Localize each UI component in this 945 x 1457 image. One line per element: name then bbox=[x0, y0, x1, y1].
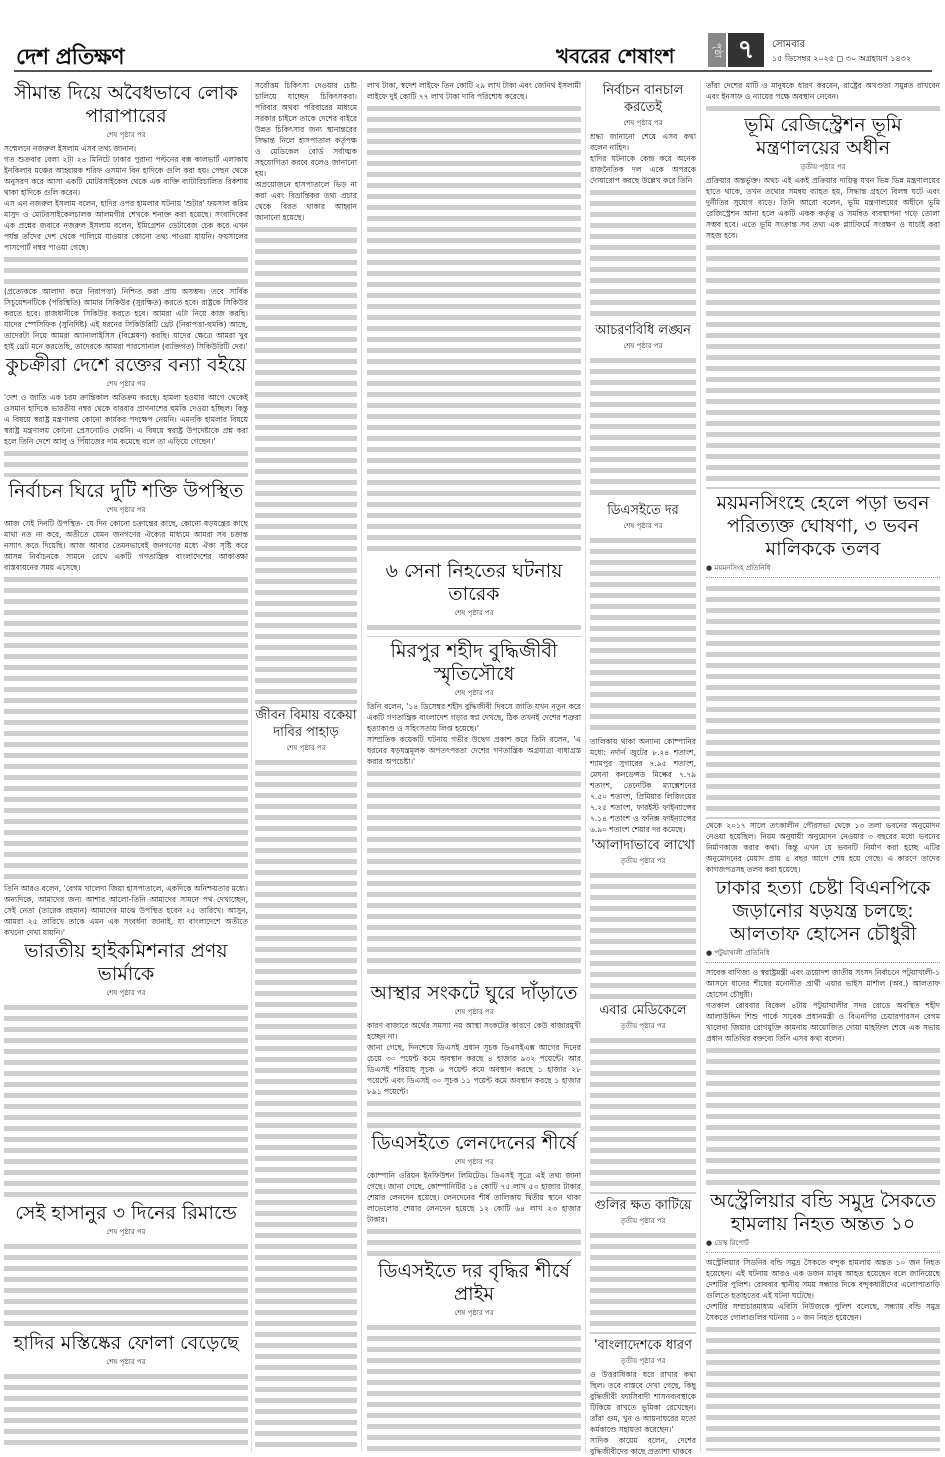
article-body-text bbox=[4, 1371, 248, 1451]
article-body-text bbox=[367, 103, 581, 557]
article-byline: শেষ পৃষ্ঠার পর bbox=[106, 131, 146, 139]
article-byline: শেষ পৃষ্ঠার পর bbox=[286, 744, 326, 752]
news-article[interactable] bbox=[367, 638, 581, 980]
newspaper-logo[interactable]: দেশ প্রতিক্ষণ bbox=[16, 45, 125, 70]
news-article[interactable] bbox=[590, 1195, 696, 1335]
article-headline: আস্থার সংকটে ঘুরে দাঁড়াতে bbox=[370, 982, 578, 1004]
news-article[interactable] bbox=[590, 80, 696, 320]
article-paragraph: থেকে ২০১৭ সালে তৎকালীন পৌরসভা থেকে ১৩ তলা ভবনের অনুমোদন নেওয়া হয়েছিল। নিয়ম অনুযায়ী অনুমোদন নেওয়ার ৩ বছরের মধ্যে ভবনের নির্মাণকাজ করার কথা। কিন্তু এখন যে ভবনটি নির্মাণ করা হচ্ছে এটির অনুমোদনের মেয়াদ প্রায় ৫ বছর আগে শেষ হয়ে গেছে। এ কারণে তাদের কাগজপত্রসহ তলব করা হয়েছে। bbox=[706, 821, 940, 874]
article-byline: ● ময়মনসিংহ প্রতিনিধি bbox=[706, 562, 940, 578]
article-byline: শেষ পৃষ্ঠার পর bbox=[106, 506, 146, 514]
news-article[interactable] bbox=[255, 705, 357, 1452]
article-body-text bbox=[4, 448, 248, 477]
article-paragraph: 'দেশ ও জাতি এক চরম ক্রান্তিকাল অতিক্রম করছে। হামলা হওয়ার আগে থেকেই ওসমান হাদিকে ভারতীয় নম্বর থেকে বারবার প্রাণনাশের হুমকি দেওয়া হচ্ছিল। কিন্তু এ বিষয়ে স্বরাষ্ট্র মন্ত্রণালয় কোনো কার্যকর পদক্ষেপ নেয়নি। এমনকি হামলার বিষয়ে স্বরাষ্ট্র মন্ত্রণালয় কোনো প্রেসনোটও দেয়নি। এ বিষয়ে স্বরাষ্ট্র উপদেষ্টাকে প্রশ্ন করা হলে তিনি দেশে আলু ও পিঁয়াজের দাম কমেছে বলে তা এড়িয়ে গেছেন।' bbox=[4, 393, 248, 446]
issue-date: ১৫ ডিসেম্বর ২০২৫ ◻ ৩০ অগ্রহায়ণ ১৪৩২ bbox=[772, 54, 912, 63]
article-body-text bbox=[367, 768, 581, 979]
news-article[interactable] bbox=[4, 938, 248, 1200]
article-paragraph: তিনি বলেন, '১৪ ডিসেম্বর শহীদ বুদ্ধিজীবী দিবসে জাতি যখন নতুন করে একটি গণতান্ত্রিক বাংলাদেশ গড়ার স্বপ্ন দেখছে, ঠিক তখনই দেশের শত্রুরা হত্যাকাণ্ড ও সহিংসতায় লিপ্ত হয়েছে।' bbox=[367, 702, 581, 733]
article-headline: নির্বাচন ঘিরে দুটি শক্তি উপস্থিত bbox=[8, 480, 244, 502]
column-divider bbox=[585, 80, 586, 1452]
news-article[interactable] bbox=[4, 1200, 248, 1330]
article-body-text bbox=[4, 254, 248, 285]
section-title: খবরের শেষাংশ bbox=[556, 44, 675, 68]
article-paragraph: সাম্প্রতিক কয়েকটি ঘটনায় গভীর উদ্বেগ প্রকাশ করে তিনি বলেন, 'এ ধরনের ষড়যন্ত্রমূলক অপতৎপরতা দেশের গণতান্ত্রিক অগ্রযাত্রা বাধাগ্রস্ত করার অপচেষ্টা।' bbox=[367, 735, 581, 766]
news-article[interactable] bbox=[4, 352, 248, 478]
article-paragraph: কোম্পানি ওরিয়ন ইনফিউশন লিমিটেড। ডিএসই সূত্রে এই তথ্য জানা গেছে। জানা গেছে, কোম্পানিটির ১৪ কোটি ৭৫ লাখ ৫৩ হাজার টাকার শেয়ার লেনদেন হয়েছে। লেনদেনের শীর্ষ তালিকায় দ্বিতীয় স্থানে থাকা লাভেলোর শেয়ার লেনদেন হয়েছে ১২ কোটি ৬৪ লাখ ২৩ হাজার টাকার। bbox=[367, 1171, 581, 1224]
news-article[interactable] bbox=[706, 80, 940, 112]
article-byline: তৃতীয় পৃষ্ঠার পর bbox=[620, 1217, 666, 1225]
article-paragraph: সাবেক বাণিজ্য ও স্বরাষ্ট্রমন্ত্রী এবং ত্রয়োদশ জাতীয় সংসদ নির্বাচনে পটুয়াখালী-১ আসনে ধানের শীষের মনোনীত প্রার্থী এয়ার ভাইস মার্শাল (অব.) আলতাফ হোসেন চৌধুরী। bbox=[706, 968, 940, 999]
article-headline: মিরপুর শহীদ বুদ্ধিজীবী স্মৃতিসৌধে bbox=[390, 640, 558, 685]
article-body-text bbox=[590, 187, 696, 319]
article-byline: শেষ পৃষ্ঠার পর bbox=[623, 119, 663, 127]
article-byline: শেষ পৃষ্ঠার পর bbox=[106, 380, 146, 388]
article-paragraph: অপ্রয়োজনে হাসপাতালে ভিড় না করা এবং বিভ্রান্তিকর তথ্য প্রচার থেকে বিরত থাকার আহ্বান জানানো হয়েছে। bbox=[255, 180, 357, 222]
article-paragraph: গতকাল রোববার বিকেল ৪টায় পটুয়াখালীর সদর রোডে অবস্থিত শহীদ আলাউদ্দিন শিশু পার্কে সাবেক প্রধানমন্ত্রী ও বিএনপির চেয়ারপারসন বেগম খালেদা জিয়ার রোগমুক্তি কামনায় আয়োজিত দোয়া মাহফিল শেষে এক সভায় প্রধান অতিথির বক্তব্যে তিনি এসব কথা বলেন। bbox=[706, 1001, 940, 1043]
article-byline: তৃতীয় পৃষ্ঠার পর bbox=[620, 1357, 666, 1365]
article-headline: এবার মেডিকেলে bbox=[599, 1003, 687, 1018]
article-byline: তৃতীয় পৃষ্ঠার পর bbox=[800, 163, 846, 171]
article-paragraph: সম্মেলনে নজরুল ইসলাম এসব তথ্য জানান। bbox=[4, 144, 137, 153]
news-article[interactable] bbox=[367, 80, 581, 558]
article-paragraph: (প্রত্যেককে আলাদা করে নিরাপত্তা) নিশ্চিত করা প্রায় অসম্ভব। তবে সার্বিক সিচুয়েশনটিকে (পরিস্থিতি) আমার সিকিউর (সুরক্ষিত) করতে হবে। রাষ্ট্রকে সিকিউর করতে হবে। রাজধানীকে সিকিউর করতে হবে। আমরা এটা নিয়ে কাজ করছি। যাদের স্পেসিফিক (সুনির্দিষ্ট) এই ধরনের সিকিউরিটি থ্রেট (নিরাপত্তা-হুমকি) আছে, তাদেরটা নিয়ে আমরা অ্যানালাইসিস (বিশ্লেষণ) করছি। যাদের ক্ষেত্রে আমরা খুব হাই থ্রেট মনে করতেছি, তাদেরকে আমরা পারসোনাল (ব্যক্তিগত) সিকিউরিটি দেব।' bbox=[4, 287, 248, 351]
article-paragraph: তাঁরা দেশের মাটি ও মানুষকে ধারণ করবেন, রাষ্ট্রের অখণ্ডতা সমুন্নত রাখবেন এবং ইনসাফ ও ন্যায়ের পক্ষে অবস্থান নেবেন। bbox=[706, 81, 940, 101]
article-body-text bbox=[590, 870, 696, 999]
header-rule bbox=[14, 70, 932, 72]
article-headline: ডিএসইতে দর bbox=[607, 503, 679, 518]
issue-day: সোমবার bbox=[772, 39, 806, 50]
article-paragraph: ও উত্তরাধিকার ধরে রাখার কথা ছিল। তবে বাস্তবে দেখা গেছে, কিছু বুদ্ধিজীবী ফ্যাসিবাদী শাসনব্যবস্থাকে টিকিয়ে রাখতে ভূমিকা রেখেছেন। তাঁরা গুম, খুন ও আয়নাঘরের মতো কর্মকাণ্ডে সহায়তা করেছেন।' bbox=[590, 1370, 696, 1434]
article-paragraph: সর্বোত্তম চিকিৎসা দেওয়ার চেষ্টা চালিয়ে যাচ্ছেন চিকিৎসকরা। পরিবার অথবা পরিবারের মাধ্যমে সরকার চাইলে তাকে দেশের বাইরে উন্নত চিকিৎসার জন্য স্থানান্তরের সিদ্ধান্ত নিলে হাসপাতাল কর্তৃপক্ষ ও মেডিকেল বোর্ড সর্বাত্মক সহযোগিতা করবে বলেও জানানো হয়। bbox=[255, 81, 357, 178]
article-headline: ভূমি রেজিস্ট্রেশন ভূমি মন্ত্রণালয়ের অধীন bbox=[744, 114, 902, 159]
news-article[interactable] bbox=[590, 1335, 696, 1456]
news-article[interactable] bbox=[590, 835, 696, 1000]
article-body-text bbox=[706, 1045, 940, 1187]
article-byline: শেষ পৃষ্ঠার পর bbox=[106, 1358, 146, 1366]
article-paragraph: সাদিক কায়েম বলেন, দেশের বুদ্ধিজীবীদের কাছে প্রত্যাশা থাকবে bbox=[590, 1436, 696, 1456]
article-headline: জীবন বিমায় বকেয়া দাবির পাহাড় bbox=[255, 708, 357, 740]
article-body-text bbox=[590, 535, 696, 735]
article-body-text bbox=[367, 1226, 581, 1257]
article-paragraph: লাখ টাকা, স্বদেশ লাইফে তিন কোটি ২৯ লাখ টাকা এবং জেনিথ ইসলামী লাইফে দুই কোটি ৭৭ লাখ টাকা দাবি পরিশোধ করেছে। bbox=[367, 81, 581, 101]
article-headline: ময়মনসিংহে হেলে পড়া ভবন পরিত্যক্ত ঘোষণা, ৩ ভবন মালিককে তলব bbox=[716, 492, 930, 560]
column-divider bbox=[700, 80, 701, 1452]
news-article[interactable] bbox=[590, 500, 696, 835]
article-body-text bbox=[367, 1322, 581, 1451]
article-headline: সেই হাসানুর ৩ দিনের রিমান্ডে bbox=[15, 1202, 237, 1224]
article-body-text bbox=[590, 1035, 696, 1194]
page-number: ৭ bbox=[728, 33, 764, 67]
article-byline: শেষ পৃষ্ঠার পর bbox=[454, 1309, 494, 1317]
article-paragraph: শ্রদ্ধা জানানো শেষে এসব কথা বলেন নাহিদ। bbox=[590, 132, 696, 152]
article-byline: শেষ পৃষ্ঠার পর bbox=[623, 522, 663, 530]
article-byline: শেষ পৃষ্ঠার পর bbox=[454, 689, 494, 697]
news-article[interactable] bbox=[706, 112, 940, 490]
article-body-text bbox=[4, 574, 248, 882]
article-body-text bbox=[706, 242, 940, 489]
article-paragraph: আজ সেই দিনটি উপস্থিত- যে দিন কোনো চক্রান্তের কাছে, কোনো ষড়যন্ত্রের কাছে মাথা নত না করে, অতীতে যেমন জনগণের ঐক্যের মাধ্যমে আমরা সব চক্রান্ত নস্যাৎ করে দিয়েছি। আজ আবার তেমনভাবেই জনগণের মধ্যে ঐক্য সৃষ্টি করে আসন্ন নির্বাচনকে সামনে রেখে একটি গণতান্ত্রিক বাংলাদেশের আকাঙ্ক্ষা বাস্তবায়নের সময় এসেছে। bbox=[4, 519, 248, 572]
news-article[interactable] bbox=[367, 558, 581, 638]
news-article[interactable] bbox=[255, 80, 357, 705]
article-paragraph: হাদির ঘটনাকে কেন্দ্র করে অনেক রাজনৈতিক দল একে অপরকে দোষারোপ করছে উল্লেখ করে তিনি bbox=[590, 154, 696, 185]
page-label: পৃষ্ঠা bbox=[708, 33, 726, 67]
article-headline: কুচক্রীরা দেশে রক্তের বন্যা বইয়ে bbox=[5, 354, 247, 376]
article-body-text bbox=[706, 583, 940, 819]
article-headline: নির্বাচন বানচাল করতেই bbox=[602, 83, 684, 115]
news-article[interactable] bbox=[367, 1258, 581, 1452]
news-article[interactable] bbox=[590, 1000, 696, 1195]
column-divider bbox=[251, 80, 252, 1452]
article-headline: 'আলাদাভাবে লাখো bbox=[591, 838, 695, 853]
article-byline: তৃতীয় পৃষ্ঠার পর bbox=[620, 1022, 666, 1030]
article-paragraph: এস এন নজরুল ইসলাম বলেন, হাদির ওপর হামলার ঘটনায় 'শুটার' ফয়সাল করিম মাসুদ ও মোটরসাইকেলচালক আলমগীর শেখকে শনাক্ত করা হয়েছে। সংবাদিকের এক প্রশ্নের জবাবে নজরুল ইসলাম বলেন, ইমিগ্রেশন ডেটাবেজ চেক করে এখন পর্যন্ত তাঁদের দেশ থেকে পালিয়ে যাওয়ার কোনো তথ্য পাওয়া যায়নি। ফয়সালের পাসপোর্ট নম্বর পাওয়া গেছে। bbox=[4, 199, 248, 252]
article-body-text bbox=[4, 1002, 248, 1199]
article-paragraph: অস্ট্রেলিয়ার সিডনির বন্ডি সমুদ্র সৈকতে বন্দুক হামলায় অন্তত ১০ জন নিহত হয়েছেন। এই ঘটনায় আরও এক ডজন মানুষ আহত হয়েছেন বলে জানিয়েছে দেশটির পুলিশ। রোববার স্থানীয় সময় সন্ধ্যার দিকে বন্দুকধারীদের এলোপাতাড়ি গুলিতে হতাহতের এই ঘটনা ঘটেছে। bbox=[706, 1258, 940, 1300]
article-body-text bbox=[706, 103, 940, 111]
article-paragraph: প্রক্রিয়ার অন্তর্ভুক্ত। অথচ এই একই প্রক্রিয়ার দায়িত্ব যখন ভিন্ন ভিন্ন মন্ত্রণালয়ের হাতে থাকে, তখন তথ্যের সমন্বয় ব্যাহত হয়, সিদ্ধান্ত গ্রহণে বিলম্ব ঘটে এবং দুর্নীতির সুযোগ বাড়ে। তিনি আরো বলেন, ভূমি মন্ত্রণালয়ের অধীনে ভূমি রেজিস্ট্রেশন আনা হলে একটি একক কর্তৃত্ব ও সমন্বিত ব্যবস্থাপনা গড়ে তোলা সম্ভব হবে। এতে ভূমি সংক্রান্ত সব তথ্য এক প্ল্যাটফর্মে সংরক্ষণ ও যাচাই করা সহজ হবে। bbox=[706, 176, 940, 240]
article-headline: গুলির ক্ষত কাটিয়ে bbox=[594, 1198, 692, 1213]
news-article[interactable] bbox=[367, 1130, 581, 1258]
article-headline: আচরণবিধি লঙ্ঘন bbox=[595, 323, 691, 338]
article-byline: শেষ পৃষ্ঠার পর bbox=[454, 609, 494, 617]
article-body-text bbox=[367, 622, 581, 637]
article-body-text bbox=[367, 1098, 581, 1129]
article-byline: শেষ পৃষ্ঠার পর bbox=[106, 1228, 146, 1236]
news-article[interactable] bbox=[4, 478, 248, 938]
article-paragraph: কারণ বাজারে অর্থের সমস্যা নয় আস্থা সংকটের কারণে কেউ বাজারমুখী হচ্ছেন না। bbox=[367, 1021, 581, 1041]
article-byline: শেষ পৃষ্ঠার পর bbox=[454, 1008, 494, 1016]
article-byline: শেষ পৃষ্ঠার পর bbox=[106, 989, 146, 997]
article-body-text bbox=[255, 224, 357, 704]
news-article[interactable] bbox=[706, 1188, 940, 1452]
article-headline: ডিএসইতে দর বৃদ্ধির শীর্ষে প্রাইম bbox=[378, 1260, 570, 1305]
news-article[interactable] bbox=[4, 1330, 248, 1452]
article-byline: ● পটুয়াখালী প্রতিনিধি bbox=[706, 947, 940, 963]
news-article[interactable] bbox=[4, 80, 248, 352]
news-article[interactable] bbox=[706, 875, 940, 1188]
article-headline: ঢাকার হত্যা চেষ্টা বিএনপিকে জড়ানোর ষড়যন্ত্র চলছে: আলতাফ হোসেন চৌধুরী bbox=[715, 877, 931, 945]
news-article[interactable] bbox=[706, 490, 940, 875]
article-paragraph: জানা গেছে, দিনশেষে ডিএসই প্রধান সূচক ডিএসইএক্স আগের দিনের চেয়ে ৩০ পয়েন্ট কমে অবস্থান করছে ৪ হাজার ৯৩২ পয়েন্টে। আর ডিএসই শরিয়াহ সূচক ৬ পয়েন্ট কমে অবস্থান করছে ১ হাজার ২৮ পয়েন্টে এবং ডিএসই ৩০ সূচক ১১ পয়েন্ট কমে অবস্থান করছে ১ হাজার ৮৯১ পয়েন্টে। bbox=[367, 1043, 581, 1096]
article-headline: সীমান্ত দিয়ে অবৈধভাবে লোক পারাপারের bbox=[14, 82, 238, 127]
article-paragraph: তালিকায় থাকা অন্যান্য কোম্পানির মধ্যে: নর্দার্ন জুটের ৮.২৪ শতাংশ, শ্যামপুর সুগারের ৭.৯৫ শতাংশ, মেঘনা কনডেন্সড মিল্কের ৭.৭৯ শতাংশ, তেনেটিক ম্যাক্সেশনের ৭.৫০ শতাংশ, প্রিমিয়ার লিজিংয়ের ৭.২৫ শতাংশ, ফারইস্ট ফাইন্যান্সের ৭.১৪ শতাংশ ও ফনিক্স ফাইন্যান্সের ৬.৯০ শতাংশ শেয়ার দর কমেছে। bbox=[590, 737, 696, 834]
article-body-text bbox=[590, 1230, 696, 1334]
article-byline: শেষ পৃষ্ঠার পর bbox=[454, 1158, 494, 1166]
article-byline: ● ডেস্ক রিপোর্ট bbox=[706, 1237, 940, 1253]
article-headline: হাদির মস্তিষ্কের ফোলা বেড়েছে bbox=[13, 1332, 239, 1354]
article-paragraph: গত শুক্রবার বেলা ২টা ২৪ মিনিটে ঢাকার পুরানা পল্টনের বক্স কালভার্ট এলাকায় ইনকিলাব মঞ্চের আহ্বায়ক শরিফ ওসমান বিন হাদিকে গুলি করা হয়। পেছন থেকে অনুসরণ করে আসা একটি মোটরসাইকেল থেকে এক ব্যক্তি ব্যাটারিচালিত রিকশায় থাকা হাদিকে গুলি করেন। bbox=[4, 155, 248, 197]
article-headline: ৬ সেনা নিহতের ঘটনায় তারেক bbox=[385, 560, 563, 605]
article-byline: তৃতীয় পৃষ্ঠার পর bbox=[620, 857, 666, 865]
column-divider bbox=[361, 80, 362, 1452]
article-headline: অস্ট্রেলিয়ার বন্ডি সমুদ্র সৈকতে হামলায় নিহত অন্তত ১০ bbox=[710, 1190, 936, 1235]
news-article[interactable] bbox=[367, 980, 581, 1130]
article-headline: ভারতীয় হাইকমিশনার প্রণয় ভার্মাকে bbox=[24, 940, 228, 985]
article-headline: ডিএসইতে লেনদেনের শীর্ষে bbox=[371, 1132, 577, 1154]
news-article[interactable] bbox=[590, 320, 696, 500]
article-body-text bbox=[255, 757, 357, 1451]
masthead bbox=[0, 0, 945, 70]
article-body-text bbox=[706, 1324, 940, 1451]
article-body-text bbox=[4, 1241, 248, 1329]
article-paragraph: দেশটির সম্প্রচারমাধ্যম এবিসি নিউজকে পুলিশ বলেছে, সন্ধ্যায় বন্ডি সমুদ্র সৈকতে গোলাগুলির ঘটনায় ১০ জন নিহত হয়েছেন। bbox=[706, 1302, 940, 1322]
article-headline: 'বাংলাদেশকে ধারণ bbox=[594, 1338, 692, 1353]
article-body-text bbox=[590, 355, 696, 499]
article-byline: শেষ পৃষ্ঠার পর bbox=[623, 342, 663, 350]
article-paragraph: তিনি আরও বলেন, 'বেগম খালেদা জিয়া হাসপাতালে, একদিকে অনিশ্চয়তার মধ্যে। অন্যদিকে, আমাদের জন্য আশার আলো-তিনি আমাদের সামনে পথ দেখাচ্ছেন, সেই নেতা (তারেক রহমান) আমাদের মাঝে উপস্থিত হবেন ২৫ তারিখে। আসুন, আমরা ২৫ তারিখে তাকে এমন এক সংবর্ধনা জানাই, যা বাংলাদেশে অতীতে কখনো দেখা যায়নি।' bbox=[4, 884, 248, 937]
